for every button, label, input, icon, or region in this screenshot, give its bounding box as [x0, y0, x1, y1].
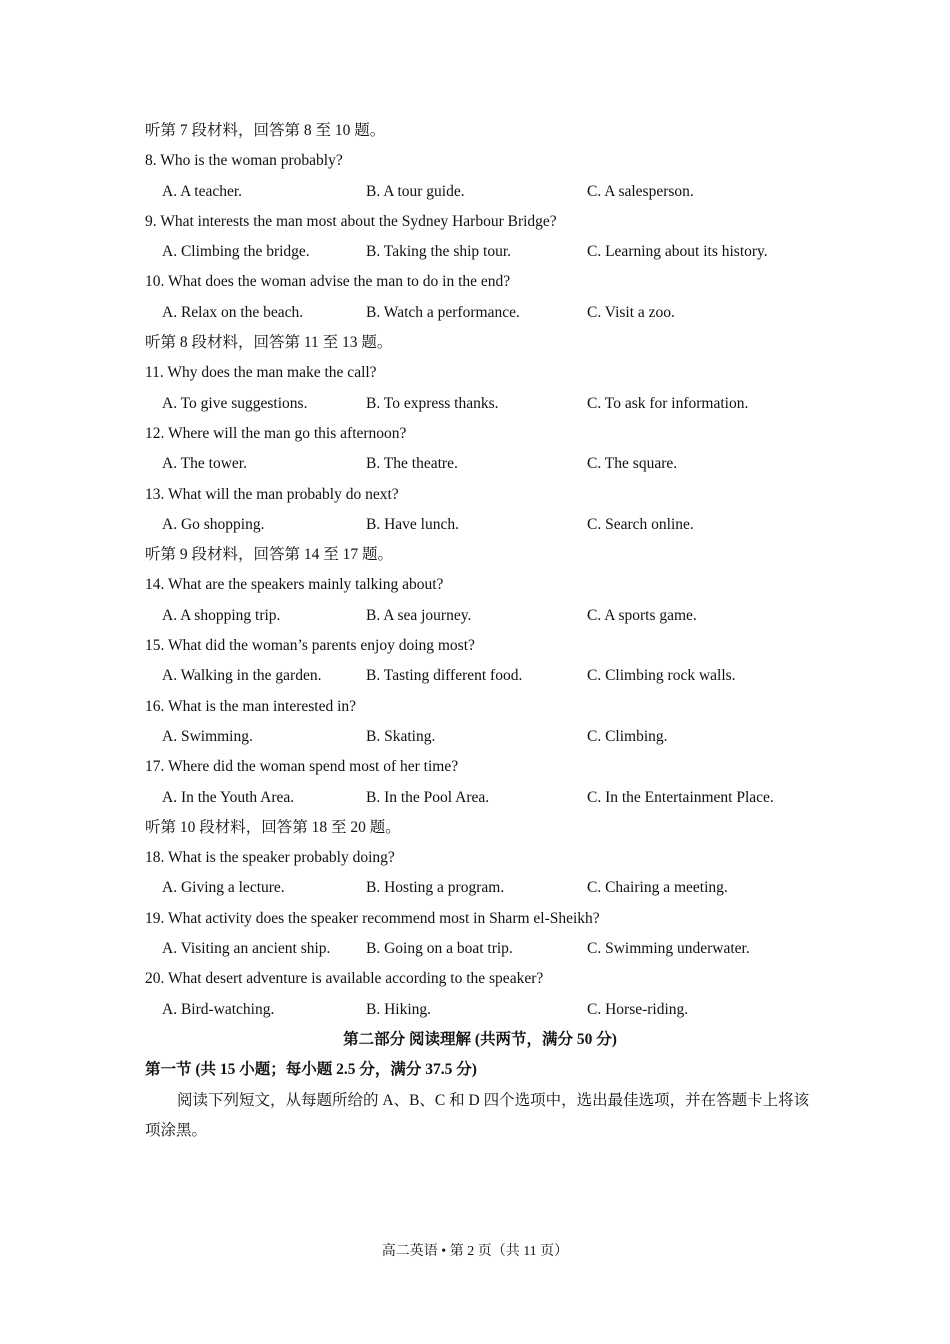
option-b: B. A tour guide.: [366, 182, 465, 200]
option-c: C. In the Entertainment Place.: [587, 788, 774, 806]
option-b: B. Taking the ship tour.: [366, 243, 512, 261]
listening-section-heading: 听第 10 段材料，回答第 18 至 20 题。: [145, 818, 401, 836]
answer-options: [145, 389, 815, 419]
option-a: A. Bird-watching.: [162, 1000, 275, 1018]
answer-options: [145, 661, 815, 691]
option-b: B. Have lunch.: [366, 515, 459, 533]
answer-options: [145, 873, 815, 903]
question-text: 14. What are the speakers mainly talking about?: [145, 576, 444, 594]
page-footer: 高二英语 • 第 2 页（共 11 页）: [381, 1244, 569, 1259]
answer-options: [145, 449, 815, 479]
option-b: B. Going on a boat trip.: [366, 940, 513, 958]
option-c: C. To ask for information.: [587, 394, 749, 412]
listening-section-heading: 听第 9 段材料，回答第 14 至 17 题。: [145, 546, 394, 564]
option-c: C. Climbing.: [587, 727, 668, 745]
listening-section-heading: 听第 7 段材料，回答第 8 至 10 题。: [145, 122, 386, 139]
question-text: 9. What interests the man most about the Sydney Harbour Bridge?: [145, 212, 557, 230]
option-a: A. Relax on the beach.: [162, 303, 304, 321]
option-a: A. Go shopping.: [162, 515, 265, 533]
option-b: B. Hosting a program.: [366, 879, 505, 897]
option-b: B. A sea journey.: [366, 606, 472, 624]
option-a: A. Swimming.: [162, 727, 253, 745]
option-a: A. In the Youth Area.: [162, 788, 295, 806]
question-text: 19. What activity does the speaker recommend most in Sharm el-Sheikh?: [145, 909, 600, 927]
answer-options: [145, 237, 815, 267]
answer-options: [145, 934, 815, 964]
option-b: B. In the Pool Area.: [366, 788, 490, 806]
option-a: A. To give suggestions.: [162, 394, 308, 412]
answer-options: [145, 995, 815, 1025]
question-text: 20. What desert adventure is available according to the speaker?: [145, 970, 544, 988]
listening-section-heading: 听第 8 段材料，回答第 11 至 13 题。: [145, 334, 393, 352]
option-a: A. Walking in the garden.: [162, 667, 322, 685]
option-c: C. Climbing rock walls.: [587, 667, 736, 685]
option-c: C. Chairing a meeting.: [587, 879, 728, 897]
section-title: 第一节 (共 15 小题；每小题 2.5 分，满分 37.5 分): [145, 1061, 477, 1079]
option-c: C. The square.: [587, 455, 678, 473]
question-text: 13. What will the man probably do next?: [145, 485, 399, 503]
question-text: 8. Who is the woman probably?: [145, 152, 343, 170]
part-title: 第二部分 阅读理解 (共两节，满分 50 分): [343, 1030, 617, 1048]
option-a: A. Visiting an ancient ship.: [162, 940, 331, 958]
option-c: C. Search online.: [587, 515, 694, 533]
option-b: B. The theatre.: [366, 455, 458, 473]
option-c: C. Learning about its history.: [587, 243, 768, 261]
answer-options: [145, 601, 815, 631]
option-b: B. Hiking.: [366, 1000, 432, 1018]
answer-options: [145, 722, 815, 752]
option-a: A. A teacher.: [162, 182, 243, 200]
question-text: 12. Where will the man go this afternoon?: [145, 424, 407, 442]
question-text: 10. What does the woman advise the man to do in the end?: [145, 273, 511, 291]
option-c: C. A sports game.: [587, 606, 697, 624]
option-a: A. The tower.: [162, 455, 247, 473]
question-text: 11. Why does the man make the call?: [145, 364, 377, 382]
option-a: A. Giving a lecture.: [162, 879, 285, 897]
option-b: B. Watch a performance.: [366, 303, 520, 321]
answer-options: [145, 510, 815, 540]
answer-options: [145, 783, 815, 813]
question-text: 16. What is the man interested in?: [145, 697, 357, 715]
question-text: 18. What is the speaker probably doing?: [145, 849, 395, 867]
page-content: [145, 116, 815, 1146]
option-c: C. Horse-riding.: [587, 1000, 689, 1018]
option-a: A. A shopping trip.: [162, 606, 281, 624]
option-c: C. A salesperson.: [587, 182, 694, 200]
question-text: 15. What did the woman’s parents enjoy doing most?: [145, 637, 475, 655]
option-a: A. Climbing the bridge.: [162, 243, 310, 261]
question-text: 17. Where did the woman spend most of her time?: [145, 758, 459, 776]
option-b: B. Skating.: [366, 727, 436, 745]
option-c: C. Visit a zoo.: [587, 303, 675, 321]
answer-options: [145, 298, 815, 328]
answer-options: [145, 177, 815, 207]
option-b: B. To express thanks.: [366, 394, 499, 412]
option-c: C. Swimming underwater.: [587, 940, 750, 958]
reading-instruction: 阅读下列短文，从每题所给的 A、B、C 和 D 四个选项中，选出最佳选项，并在答题卡上将该项涂黑。: [145, 1091, 810, 1139]
option-b: B. Tasting different food.: [366, 667, 523, 685]
